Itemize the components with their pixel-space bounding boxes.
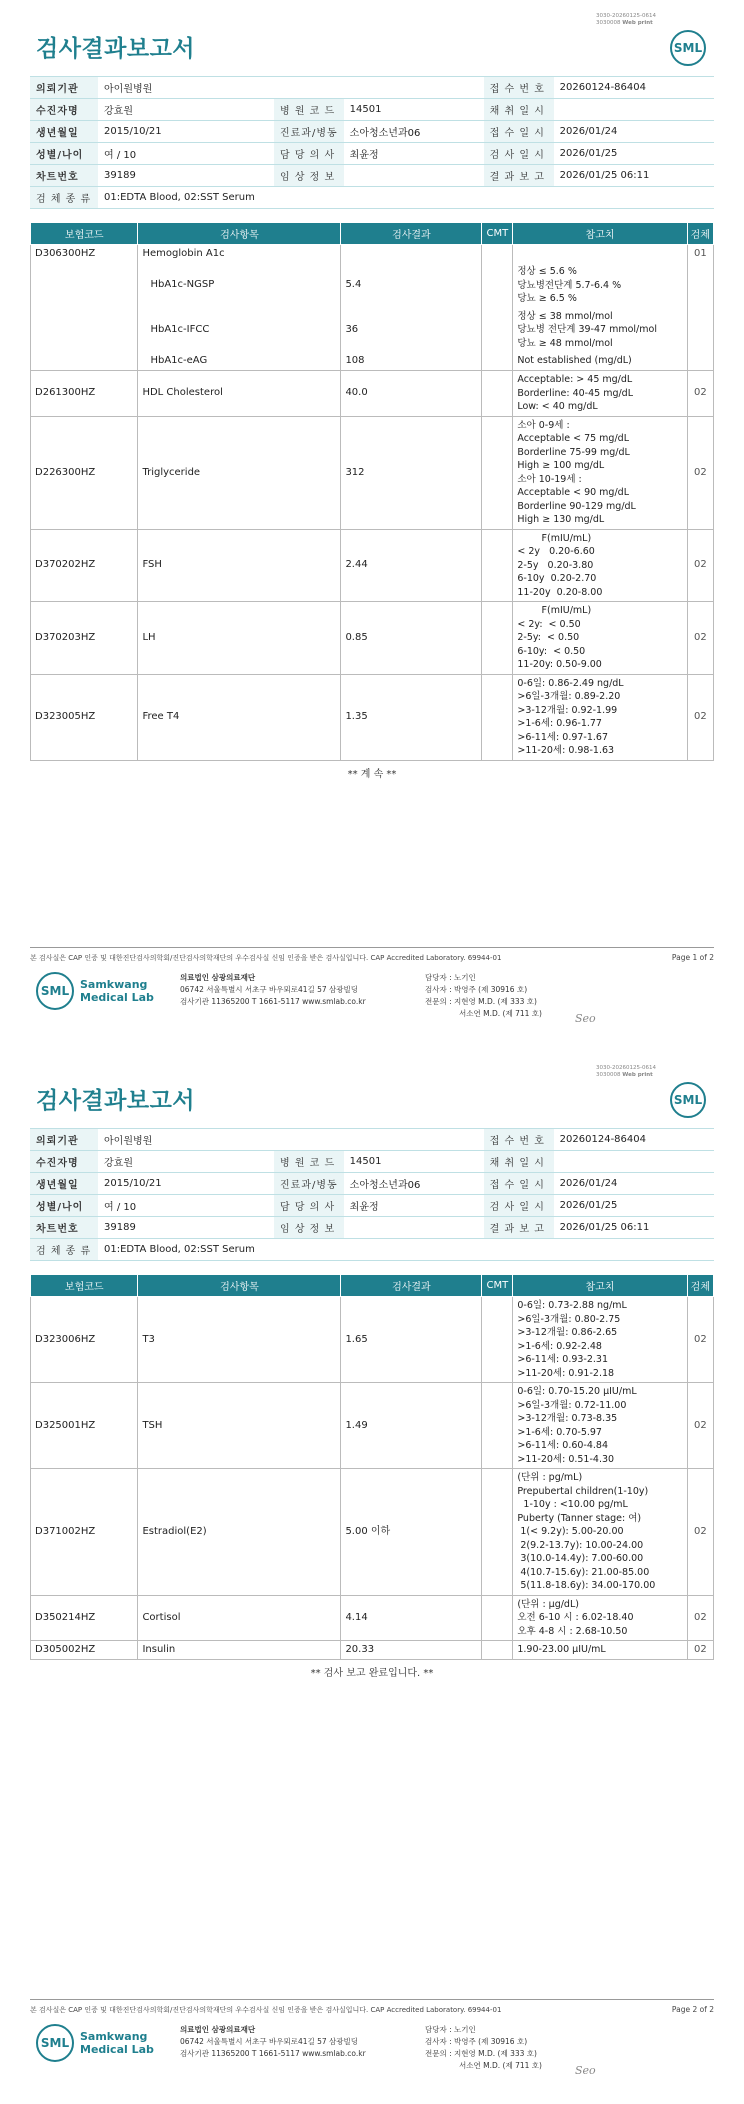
info-dept: 소아청소년과06 <box>344 121 484 143</box>
cell-spc: 02 <box>687 674 713 760</box>
ref-line: 당뇨병전단계 5.7-6.4 % <box>517 279 622 291</box>
ref-line: 소아 10-19세 : <box>517 473 582 485</box>
column-header: 검사결과 <box>341 223 482 245</box>
info-collector <box>554 1151 714 1173</box>
info-dept: 소아청소년과06 <box>344 1173 484 1195</box>
cell-result: 5.4 <box>341 263 482 308</box>
cell-result: 36 <box>341 308 482 353</box>
stamp-web: Web print <box>622 20 653 26</box>
patient-info-table <box>30 76 714 209</box>
info-dept-label: 진료과/병동 <box>274 1173 344 1195</box>
cell-cmt <box>482 1383 513 1469</box>
ref-line: Acceptable < 90 mg/dL <box>517 487 629 498</box>
cell-ref <box>513 529 687 602</box>
cell-result <box>341 245 482 264</box>
stamp-line-1: 3030-20260125-0614 <box>596 13 656 19</box>
info-report-label: 결 과 보 고 <box>484 1217 554 1239</box>
info-row <box>30 77 714 99</box>
ref-line: Not established (mg/dL) <box>517 355 632 367</box>
report-page-2 <box>0 1052 744 2104</box>
info-hospital-code-label: 병 원 코 드 <box>274 1151 344 1173</box>
cell-cmt <box>482 263 513 308</box>
footer-divider <box>30 1999 714 2000</box>
cell-name: Hemoglobin A1c <box>138 245 341 264</box>
info-report-label: 결 과 보 고 <box>484 165 554 187</box>
cell-spc: 02 <box>687 1469 713 1596</box>
info-hospital-code-label: 병 원 코 드 <box>274 99 344 121</box>
ref-line: 11-20y 0.20-8.00 <box>517 586 603 598</box>
info-row <box>30 1195 714 1217</box>
ref-line: < 2y: < 0.50 <box>517 618 581 630</box>
ref-line: F(mIU/mL) <box>517 605 592 616</box>
result-row <box>31 529 714 602</box>
cell-result: 40.0 <box>341 371 482 417</box>
signature: Seo <box>575 1012 596 1025</box>
cell-ref <box>513 308 687 353</box>
ref-line: 3(10.0-14.4y): 7.00-60.00 <box>517 1553 644 1564</box>
ref-line: >3-12개월: 0.73-8.35 <box>517 1413 618 1424</box>
ref-line: >11-20세: 0.51-4.30 <box>517 1453 615 1465</box>
sml-logo: SML <box>670 30 706 66</box>
ref-line: (단위 : μg/dL) <box>517 1598 579 1610</box>
info-birth-label: 생년월일 <box>30 1173 98 1195</box>
cell-spc: 02 <box>687 371 713 417</box>
footer-notice: 본 검사실은 CAP 인증 및 대한진단검사의학회/진단검사의학재단의 우수검사실 신임 인증을 받은 검사실입니다. CAP Accredited Laboratory. 69944-01 <box>30 2006 502 2014</box>
test-name: HbA1c-eAG <box>150 355 208 366</box>
footer-notice: 본 검사실은 CAP 인증 및 대한진단검사의학회/진단검사의학재단의 우수검사실 신임 인증을 받은 검사실입니다. CAP Accredited Laboratory. 69944-01 <box>30 954 502 962</box>
footer-staff: 담당자 : 노기인 검사자 : 박영주 (제 30916 호) 전문의 : 지현영 M.D. (제 333 호) 서소연 M.D. (제 711 호) <box>425 973 542 1018</box>
test-name: HbA1c-IFCC <box>150 323 210 335</box>
info-clinical <box>344 1217 484 1239</box>
info-clinical <box>344 165 484 187</box>
ref-line: 당뇨 ≥ 6.5 % <box>517 293 577 304</box>
test-name: HbA1c-NGSP <box>150 279 215 291</box>
page-title: 검사결과보고서 <box>36 36 196 62</box>
info-row <box>30 1239 714 1261</box>
cell-code: D306300HZ <box>31 245 138 264</box>
cell-code: D226300HZ <box>31 416 138 529</box>
ref-line: 2-5y: < 0.50 <box>517 632 580 643</box>
info-collector-label: 채 취 일 시 <box>484 1151 554 1173</box>
stamp-line-2: 3030008 <box>596 1072 621 1078</box>
ref-line: 6-10y: < 0.50 <box>517 645 586 657</box>
footer-logo-text: Samkwang Medical Lab <box>80 2030 154 2056</box>
footer-divider <box>30 947 714 948</box>
info-row <box>30 1173 714 1195</box>
cell-code: D261300HZ <box>31 371 138 417</box>
results-header <box>31 223 714 245</box>
cell-spc: 02 <box>687 416 713 529</box>
column-header: 보험코드 <box>31 223 138 245</box>
info-test-date-label: 검 사 일 시 <box>484 143 554 165</box>
cell-cmt <box>482 371 513 417</box>
cell-ref <box>513 1595 687 1641</box>
info-report: 2026/01/25 06:11 <box>554 1217 714 1239</box>
ref-line: 1.90-23.00 μIU/mL <box>517 1644 606 1656</box>
ref-line: >11-20세: 0.98-1.63 <box>517 745 615 756</box>
info-test-date: 2026/01/25 <box>554 143 714 165</box>
info-receipt-date-label: 접 수 일 시 <box>484 1173 554 1195</box>
column-header: 검사결과 <box>341 1275 482 1297</box>
page-number: Page 1 of 2 <box>671 953 714 962</box>
info-doctor: 최윤정 <box>344 143 484 165</box>
info-receipt-no: 20260124-86404 <box>554 77 714 99</box>
page-number: Page 2 of 2 <box>671 2005 714 2014</box>
cell-result: 2.44 <box>341 529 482 602</box>
cell-spc: 02 <box>687 529 713 602</box>
info-sex-age-label: 성별/나이 <box>30 143 98 165</box>
cell-cmt <box>482 308 513 353</box>
footer-logo <box>36 972 154 1010</box>
cell-name: T3 <box>138 1297 341 1383</box>
cell-result: 312 <box>341 416 482 529</box>
info-chart: 39189 <box>98 1217 274 1239</box>
ref-line: >3-12개월: 0.86-2.65 <box>517 1327 618 1338</box>
info-receipt-date: 2026/01/24 <box>554 1173 714 1195</box>
cell-result: 20.33 <box>341 1641 482 1660</box>
info-report: 2026/01/25 06:11 <box>554 165 714 187</box>
cell-code: D371002HZ <box>31 1469 138 1596</box>
cell-ref <box>513 674 687 760</box>
ref-line: 당뇨 ≥ 48 mmol/mol <box>517 337 613 349</box>
result-row <box>31 352 714 371</box>
column-header: 검체 <box>687 223 713 245</box>
ref-line: 11-20y: 0.50-9.00 <box>517 659 602 670</box>
info-receipt-no-label: 접 수 번 호 <box>484 1129 554 1151</box>
ref-line: >3-12개월: 0.92-1.99 <box>517 704 618 716</box>
result-row <box>31 1595 714 1641</box>
results-table <box>30 222 714 761</box>
cell-ref <box>513 1641 687 1660</box>
cell-result: 1.49 <box>341 1383 482 1469</box>
cell-code: D323005HZ <box>31 674 138 760</box>
info-client-label: 의뢰기관 <box>30 77 98 99</box>
info-doctor: 최윤정 <box>344 1195 484 1217</box>
info-sex-age: 여 / 10 <box>98 143 274 165</box>
ref-line: >6일-3개월: 0.72-11.00 <box>517 1399 627 1411</box>
cell-spc: 02 <box>687 1595 713 1641</box>
column-header: CMT <box>482 1275 513 1297</box>
ref-line: 당뇨병 전단계 39-47 mmol/mol <box>517 324 657 335</box>
sml-logo-icon: SML <box>36 2024 74 2062</box>
cell-name: TSH <box>138 1383 341 1469</box>
cell-code: D305002HZ <box>31 1641 138 1660</box>
cell-spc: 02 <box>687 1297 713 1383</box>
info-clinical-label: 임 상 정 보 <box>274 1217 344 1239</box>
info-collector-label: 채 취 일 시 <box>484 99 554 121</box>
ref-line: 1-10y : <10.00 pg/mL <box>517 1499 628 1510</box>
cell-code: D350214HZ <box>31 1595 138 1641</box>
column-header: 참고치 <box>513 1275 687 1297</box>
column-header: 검사항목 <box>138 1275 341 1297</box>
cell-cmt <box>482 1469 513 1596</box>
info-client: 아이원병원 <box>98 77 484 99</box>
info-receipt-no: 20260124-86404 <box>554 1129 714 1151</box>
info-chart: 39189 <box>98 165 274 187</box>
footer-org: 의료법인 삼광의료재단 06742 서울특별시 서초구 바우뫼로41길 57 삼광빌딩 검사기관 11365200 T 1661-5117 www.smlab.co.kr <box>180 2025 366 2058</box>
result-row <box>31 416 714 529</box>
info-birth: 2015/10/21 <box>98 121 274 143</box>
sml-logo-icon: SML <box>36 972 74 1010</box>
ref-line: 오전 6-10 시 : 6.02-18.40 <box>517 1612 634 1623</box>
cell-result: 4.14 <box>341 1595 482 1641</box>
cell-result: 108 <box>341 352 482 371</box>
page-title: 검사결과보고서 <box>36 1088 196 1114</box>
cell-ref <box>513 245 687 264</box>
stamp-line-1: 3030-20260125-0614 <box>596 1065 656 1071</box>
report-end-note: ** 검사 보고 완료입니다. ** <box>310 1668 434 1679</box>
info-specimen: 01:EDTA Blood, 02:SST Serum <box>98 187 714 209</box>
ref-line: High ≥ 100 mg/dL <box>517 460 605 471</box>
column-header: 검체 <box>687 1275 713 1297</box>
result-row <box>31 263 714 308</box>
cell-spc <box>687 352 713 371</box>
ref-line: Prepubertal children(1-10y) <box>517 1485 649 1497</box>
info-row <box>30 1151 714 1173</box>
ref-line: >6일-3개월: 0.80-2.75 <box>517 1313 621 1325</box>
ref-line: >1-6세: 0.70-5.97 <box>517 1426 602 1438</box>
info-test-date: 2026/01/25 <box>554 1195 714 1217</box>
cell-cmt <box>482 1595 513 1641</box>
ref-line: 정상 ≤ 38 mmol/mol <box>517 310 613 322</box>
ref-line: High ≥ 130 mg/dL <box>517 514 605 525</box>
footer-org: 의료법인 삼광의료재단 06742 서울특별시 서초구 바우뫼로41길 57 삼광빌딩 검사기관 11365200 T 1661-5117 www.smlab.co.kr <box>180 973 366 1006</box>
signature: Seo <box>575 2064 596 2077</box>
ref-line: >6일-3개월: 0.89-2.20 <box>517 691 621 702</box>
cell-name: Triglyceride <box>138 416 341 529</box>
info-row <box>30 1217 714 1239</box>
result-row <box>31 602 714 675</box>
ref-line: Puberty (Tanner stage: 여) <box>517 1512 642 1524</box>
info-birth-label: 생년월일 <box>30 121 98 143</box>
info-specimen-label: 검 체 종 류 <box>30 1239 98 1261</box>
info-patient-label: 수진자명 <box>30 1151 98 1173</box>
info-client: 아이원병원 <box>98 1129 484 1151</box>
cell-code: D370202HZ <box>31 529 138 602</box>
cell-ref <box>513 352 687 371</box>
info-dept-label: 진료과/병동 <box>274 121 344 143</box>
print-stamp <box>596 1065 656 1079</box>
cell-name: Estradiol(E2) <box>138 1469 341 1596</box>
stamp-line-2: 3030008 <box>596 20 621 26</box>
ref-line: >1-6세: 0.96-1.77 <box>517 718 602 729</box>
cell-code <box>31 263 138 308</box>
info-doctor-label: 담 당 의 사 <box>274 1195 344 1217</box>
cell-result: 0.85 <box>341 602 482 675</box>
info-patient: 강효원 <box>98 99 274 121</box>
info-row <box>30 1129 714 1151</box>
ref-line: 4(10.7-15.6y): 21.00-85.00 <box>517 1566 650 1578</box>
ref-line: 1(< 9.2y): 5.00-20.00 <box>517 1526 624 1537</box>
column-header: 검사항목 <box>138 223 341 245</box>
patient-info-table <box>30 1128 714 1261</box>
cell-spc <box>687 263 713 308</box>
stamp-web: Web print <box>622 1072 653 1078</box>
results-table <box>30 1274 714 1660</box>
ref-line: >11-20세: 0.91-2.18 <box>517 1367 615 1379</box>
info-doctor-label: 담 당 의 사 <box>274 143 344 165</box>
cell-ref <box>513 1297 687 1383</box>
info-hospital-code: 14501 <box>344 99 484 121</box>
cell-ref <box>513 416 687 529</box>
info-row <box>30 99 714 121</box>
results-header <box>31 1275 714 1297</box>
ref-line: Borderline 75-99 mg/dL <box>517 446 630 458</box>
info-clinical-label: 임 상 정 보 <box>274 165 344 187</box>
footer-staff: 담당자 : 노기인 검사자 : 박영주 (제 30916 호) 전문의 : 지현영 M.D. (제 333 호) 서소연 M.D. (제 711 호) <box>425 2025 542 2070</box>
info-chart-label: 차트번호 <box>30 1217 98 1239</box>
cell-cmt <box>482 529 513 602</box>
info-row <box>30 187 714 209</box>
info-row <box>30 165 714 187</box>
ref-line: < 2y 0.20-6.60 <box>517 546 595 557</box>
cell-ref <box>513 263 687 308</box>
cell-spc: 02 <box>687 602 713 675</box>
footer-logo-text: Samkwang Medical Lab <box>80 978 154 1004</box>
cell-cmt <box>482 1297 513 1383</box>
result-row <box>31 371 714 417</box>
sml-logo: SML <box>670 1082 706 1118</box>
cell-name <box>138 352 341 371</box>
ref-line: Low: < 40 mg/dL <box>517 401 598 412</box>
ref-line: 오후 4-8 시 : 2.68-10.50 <box>517 1625 628 1637</box>
cell-cmt <box>482 352 513 371</box>
cell-name: Cortisol <box>138 1595 341 1641</box>
continue-note: ** 계 속 ** <box>347 769 397 780</box>
ref-line: 5(11.8-18.6y): 34.00-170.00 <box>517 1580 656 1591</box>
info-row <box>30 143 714 165</box>
print-stamp <box>596 13 656 27</box>
info-collector <box>554 99 714 121</box>
ref-line: 2(9.2-13.7y): 10.00-24.00 <box>517 1539 644 1551</box>
info-patient-label: 수진자명 <box>30 99 98 121</box>
result-row <box>31 245 714 264</box>
ref-line: Borderline: 40-45 mg/dL <box>517 387 634 399</box>
cell-code <box>31 352 138 371</box>
info-specimen: 01:EDTA Blood, 02:SST Serum <box>98 1239 714 1261</box>
info-receipt-date-label: 접 수 일 시 <box>484 121 554 143</box>
column-header: 보험코드 <box>31 1275 138 1297</box>
cell-name: FSH <box>138 529 341 602</box>
ref-line: Borderline 90-129 mg/dL <box>517 500 636 512</box>
cell-spc: 02 <box>687 1383 713 1469</box>
cell-code: D325001HZ <box>31 1383 138 1469</box>
info-client-label: 의뢰기관 <box>30 1129 98 1151</box>
cell-code <box>31 308 138 353</box>
cell-result: 5.00 이하 <box>341 1469 482 1596</box>
cell-name: LH <box>138 602 341 675</box>
info-receipt-date: 2026/01/24 <box>554 121 714 143</box>
ref-line: 0-6일: 0.73-2.88 ng/mL <box>517 1300 627 1311</box>
ref-line: 6-10y 0.20-2.70 <box>517 573 597 584</box>
result-row <box>31 308 714 353</box>
result-row <box>31 1297 714 1383</box>
cell-cmt <box>482 1641 513 1660</box>
ref-line: Acceptable: > 45 mg/dL <box>517 374 633 385</box>
cell-spc <box>687 308 713 353</box>
info-test-date-label: 검 사 일 시 <box>484 1195 554 1217</box>
cell-cmt <box>482 416 513 529</box>
info-chart-label: 차트번호 <box>30 165 98 187</box>
info-patient: 강효원 <box>98 1151 274 1173</box>
cell-cmt <box>482 245 513 264</box>
info-birth: 2015/10/21 <box>98 1173 274 1195</box>
cell-ref <box>513 1383 687 1469</box>
info-receipt-no-label: 접 수 번 호 <box>484 77 554 99</box>
ref-line: >1-6세: 0.92-2.48 <box>517 1340 602 1352</box>
ref-line: (단위 : pg/mL) <box>517 1472 583 1483</box>
ref-line: 0-6일: 0.86-2.49 ng/dL <box>517 677 624 689</box>
cell-ref <box>513 371 687 417</box>
ref-line: Acceptable < 75 mg/dL <box>517 433 629 444</box>
ref-line: F(mIU/mL) <box>517 532 592 544</box>
info-sex-age: 여 / 10 <box>98 1195 274 1217</box>
result-row <box>31 1383 714 1469</box>
cell-code: D323006HZ <box>31 1297 138 1383</box>
cell-ref <box>513 602 687 675</box>
cell-name <box>138 263 341 308</box>
cell-name <box>138 308 341 353</box>
ref-line: >6-11세: 0.60-4.84 <box>517 1440 609 1451</box>
cell-name: HDL Cholesterol <box>138 371 341 417</box>
cell-cmt <box>482 602 513 675</box>
cell-result: 1.65 <box>341 1297 482 1383</box>
cell-name: Insulin <box>138 1641 341 1660</box>
info-sex-age-label: 성별/나이 <box>30 1195 98 1217</box>
result-row <box>31 674 714 760</box>
cell-code: D370203HZ <box>31 602 138 675</box>
ref-line: >6-11세: 0.93-2.31 <box>517 1354 609 1365</box>
ref-line: >6-11세: 0.97-1.67 <box>517 731 609 743</box>
result-row <box>31 1469 714 1596</box>
info-hospital-code: 14501 <box>344 1151 484 1173</box>
cell-spc: 01 <box>687 245 713 264</box>
ref-line: 2-5y 0.20-3.80 <box>517 559 594 571</box>
ref-line: 정상 ≤ 5.6 % <box>517 266 577 277</box>
info-specimen-label: 검 체 종 류 <box>30 187 98 209</box>
ref-line: 소아 0-9세 : <box>517 419 570 431</box>
footer-logo <box>36 2024 154 2062</box>
cell-name: Free T4 <box>138 674 341 760</box>
info-row <box>30 121 714 143</box>
ref-line: 0-6일: 0.70-15.20 μIU/mL <box>517 1386 637 1397</box>
result-row <box>31 1641 714 1660</box>
cell-cmt <box>482 674 513 760</box>
cell-result: 1.35 <box>341 674 482 760</box>
column-header: 참고치 <box>513 223 687 245</box>
column-header: CMT <box>482 223 513 245</box>
cell-ref <box>513 1469 687 1596</box>
cell-spc: 02 <box>687 1641 713 1660</box>
